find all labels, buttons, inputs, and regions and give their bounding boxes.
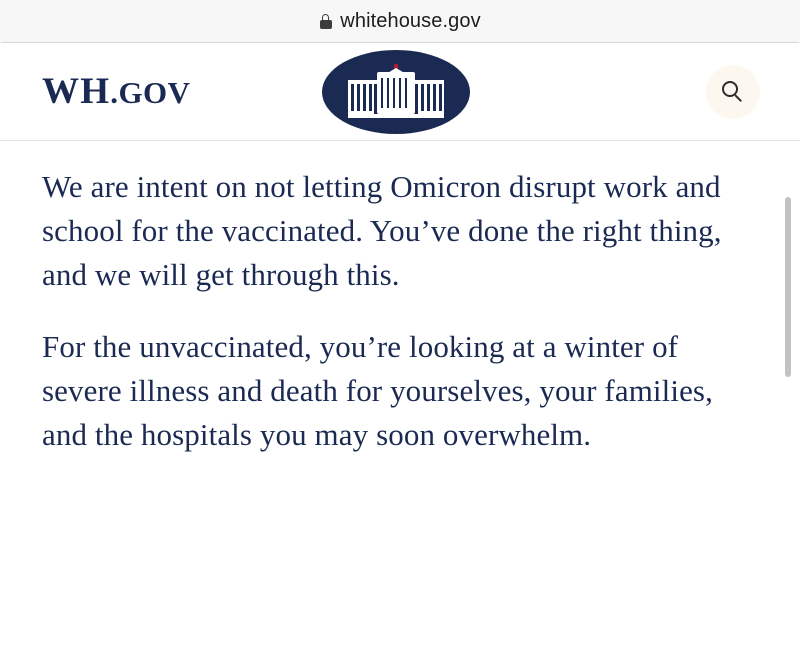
paragraph-2: For the unvaccinated, you’re looking at a winter of severe illness and death for yourselves, your families, and the hospitals you may soon overwhelm.: [42, 329, 713, 453]
site-header: [0, 43, 800, 141]
site-logo[interactable]: [42, 70, 191, 113]
wordmark-suffix: .GOV: [110, 75, 191, 110]
search-button[interactable]: [706, 65, 760, 119]
paragraph-1: We are intent on not letting Omicron disrupt work and school for the vaccinated. You’ve done the right thing, and we will get through this.: [42, 169, 722, 293]
url-text[interactable]: whitehouse.gov: [340, 9, 481, 32]
wordmark-main: WH: [42, 71, 111, 112]
white-house-seal-icon: [322, 50, 470, 134]
quote-block: [42, 165, 740, 457]
vertical-scrollbar[interactable]: [785, 197, 791, 377]
browser-url-bar[interactable]: [0, 0, 800, 43]
search-icon: [722, 81, 744, 103]
page-content: [0, 141, 800, 667]
lock-icon: [319, 14, 332, 29]
